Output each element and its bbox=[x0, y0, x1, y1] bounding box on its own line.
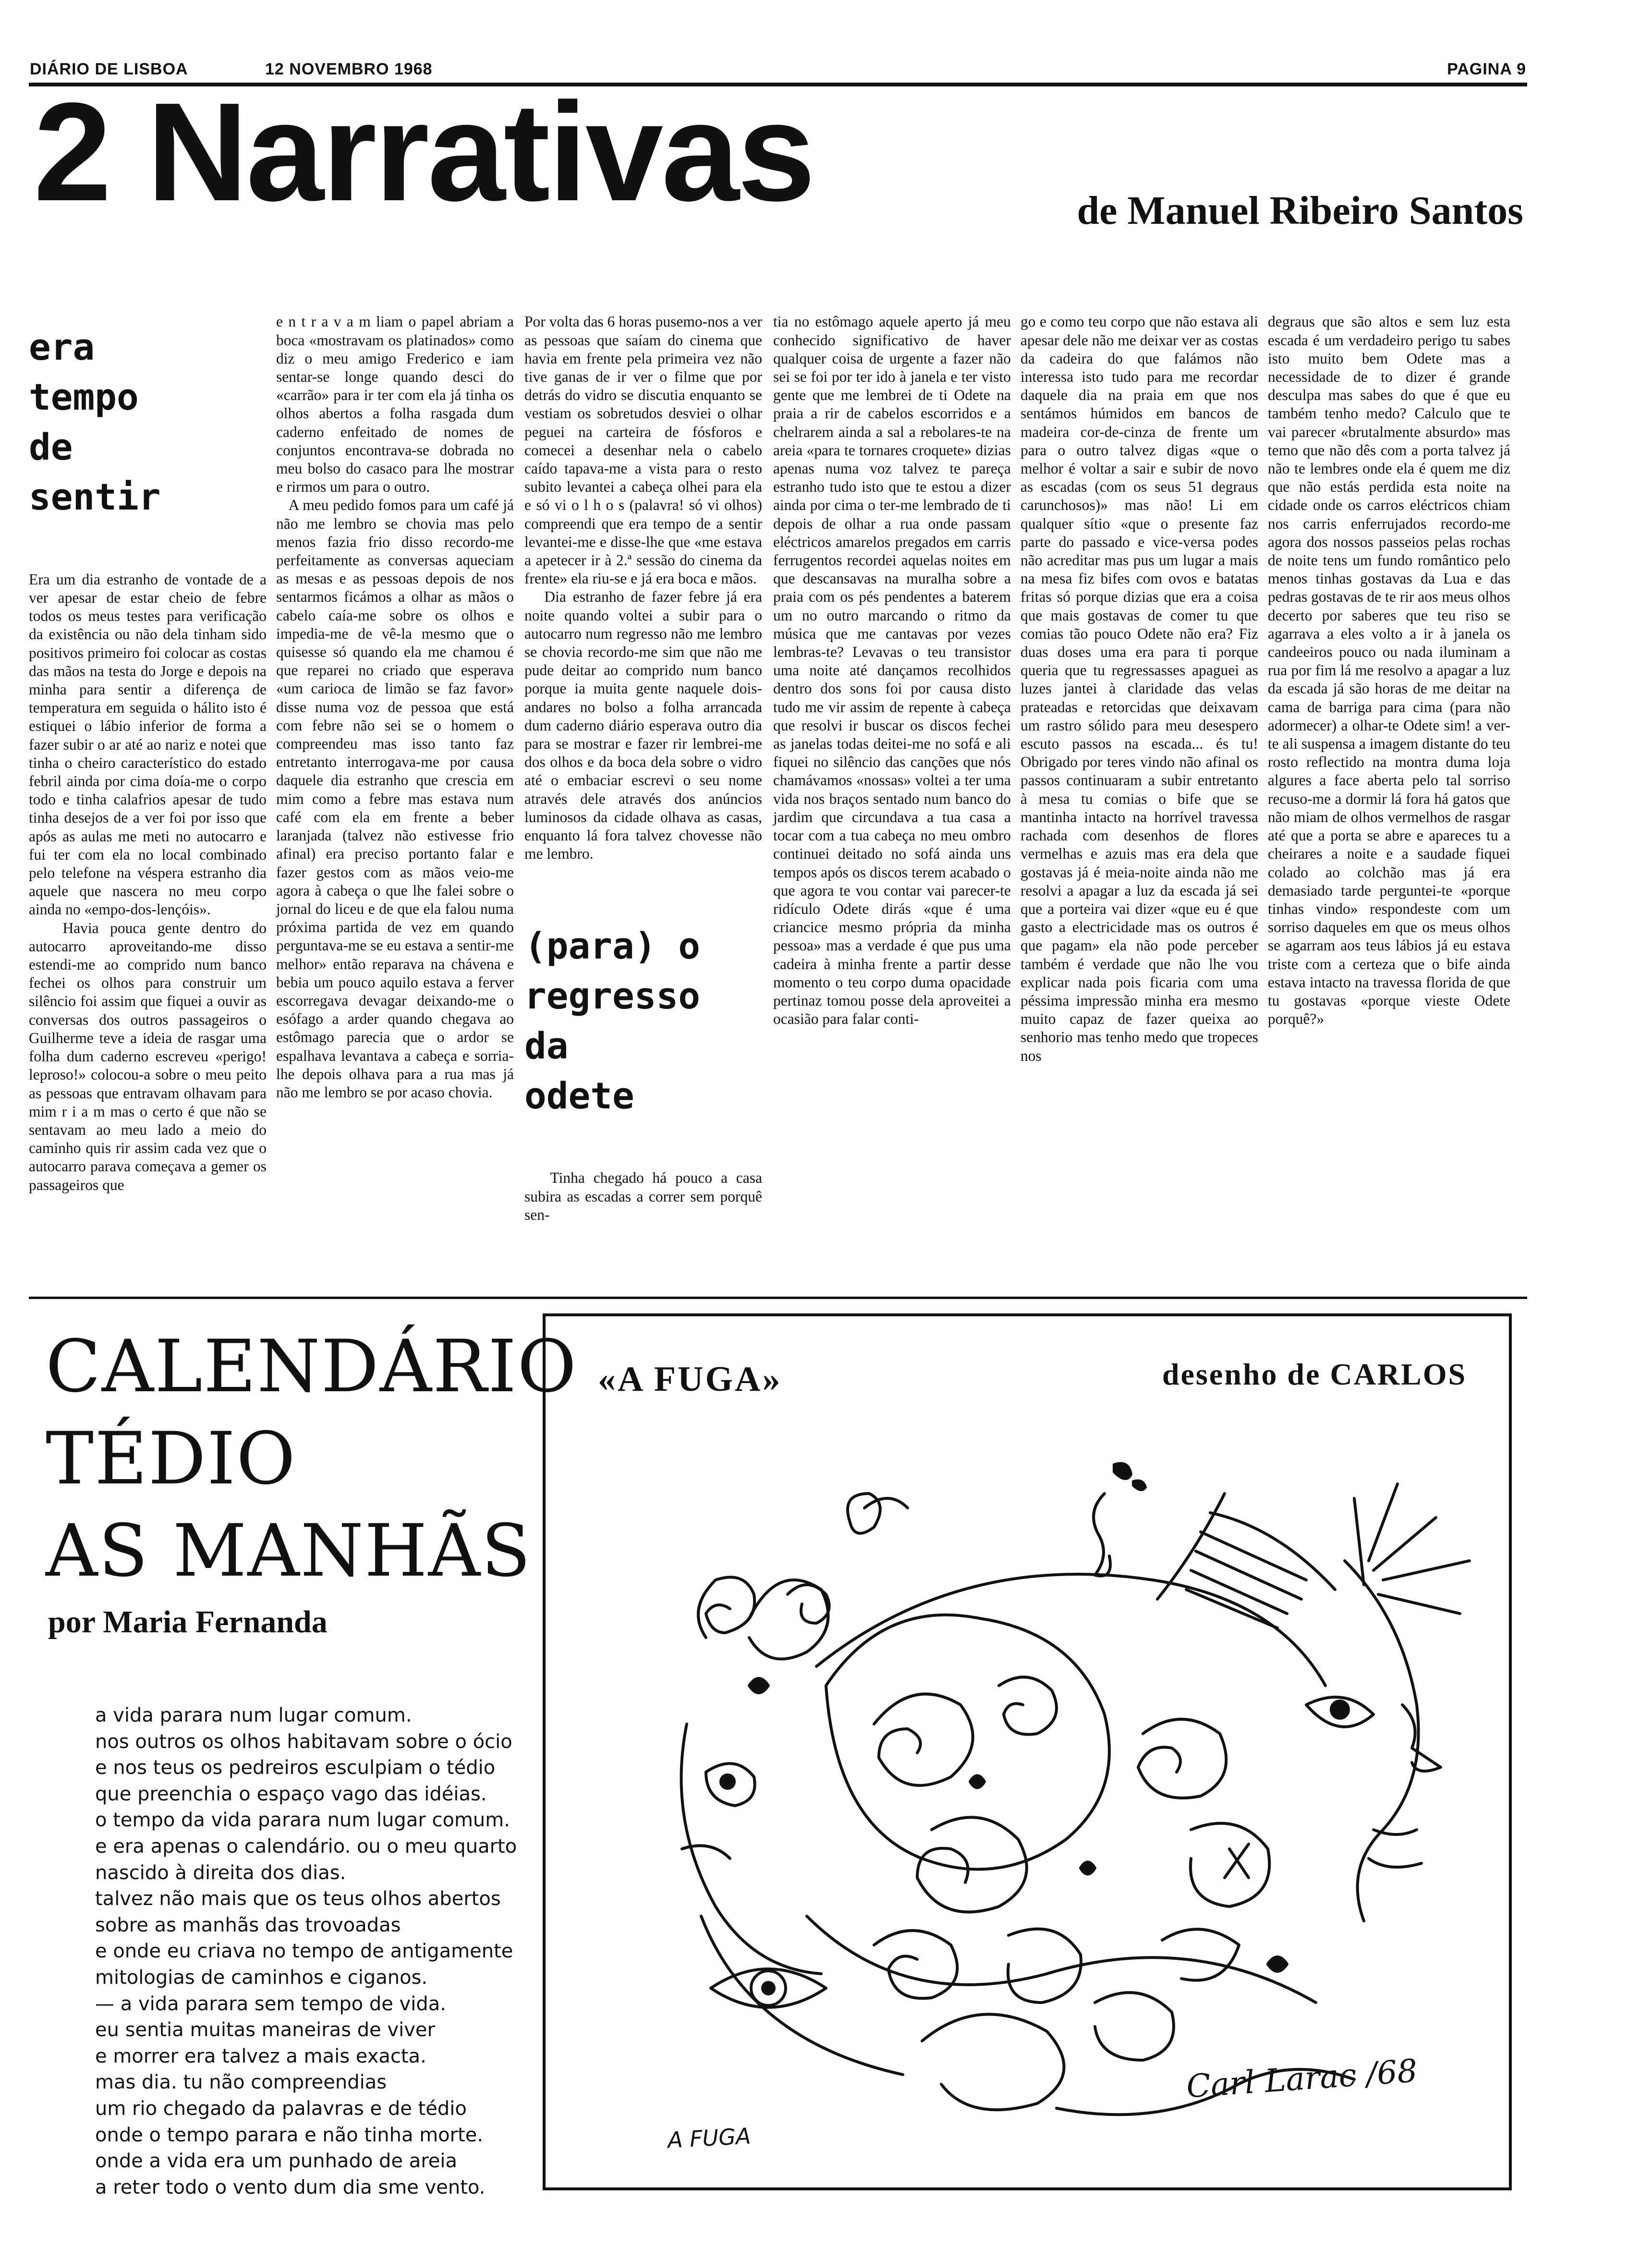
article-column-1 bbox=[29, 276, 267, 1213]
column-text: degraus que são altos e sem luz esta escada é um verdadeiro perigo tu sabes isto muito bem Odete mas a necessidade de to dizer é grande desculpa mas sabes do que é que eu também tenho medo? Calculo que te vai parecer «brutalmente absurdo» mas temo que não dês com a porta talvez já não te lembres onde ela é quem me diz que não estás perdida esta noite na cidade onde os carros eléctricos chiam nos carris enferrujados recordo-me agora dos nossos passeios pelas rochas de noite tens um fundo romântico pelo menos tinhas gostavas da Lua e das pedras gostavas de te rir aos meus olhos decerto por saberes que teu riso se agarrava a eles volto a ir à janela os candeeiros pouco ou nada iluminam a rua por fim lá me resolvo a apagar a luz da escada já são horas de me deitar na cama de barriga para cima (para não adormecer) a olhar-te Odete sim! a ver-te ali suspensa a imagem distante do teu rosto reflectido na montra duma loja algures a face aberta pelo tal sorriso recuso-me a dormir lá fora há gatos que não miam de olhos vermelhos de rasgar até que a porta se abre e apareces tu a cheirares a noite e a saudade fiquei colado ao colchão mas já era demasiado tarde perguntei-te «porque tinhas vindo» respondeste com um sorriso daqueles em que os meus olhos se agarram aos teus lábios já eu estava triste com a certeza que o bife ainda estava intacto na travessa florida de que tu gostavas «porque vieste Odete porquê?» bbox=[1268, 313, 1514, 1028]
poem-line: onde a vida era um punhado de areia bbox=[95, 2150, 458, 2173]
poem-title-line-3: AS MANHÃS bbox=[46, 1509, 532, 1593]
poem-line: e onde eu criava no tempo de antigamente bbox=[95, 1940, 513, 1963]
poem-title-line-2: TÉDIO bbox=[46, 1417, 297, 1501]
poem-line: e morrer era talvez a mais exacta. bbox=[95, 2045, 426, 2067]
poem-title bbox=[46, 1321, 577, 1597]
article-column-2 bbox=[276, 276, 514, 1120]
article-column-5 bbox=[1020, 276, 1262, 1083]
poem-line: o tempo da vida parara num lugar comum. bbox=[95, 1809, 510, 1832]
poem-line: e nos teus os pedreiros esculpiam o tédio bbox=[95, 1757, 496, 1779]
poem-line: nascido à direita dos dias. bbox=[95, 1861, 346, 1884]
illustration-credit: desenho de CARLOS bbox=[1162, 1357, 1467, 1391]
handwritten-caption: A FUGA bbox=[667, 2123, 752, 2153]
poem-line: a reter todo o vento dum dia sme vento. bbox=[95, 2176, 486, 2198]
poem-line: talvez não mais que os teus olhos abertos bbox=[95, 1888, 501, 1910]
article-title: 2 Narrativas bbox=[34, 73, 814, 230]
poem-line: eu sentia muitas maneiras de viver bbox=[95, 2019, 435, 2041]
issue-date: 12 NOVEMBRO 1968 bbox=[265, 60, 433, 78]
newspaper-name: DIÁRIO DE LISBOA bbox=[30, 60, 188, 78]
artist-signature: Carl Larac /68 bbox=[1185, 2052, 1419, 2105]
poem-line: a vida parara num lugar comum. bbox=[95, 1704, 412, 1726]
column-text: e n t r a v a m liam o papel abriam a boca «mostravam os platinados» como diz o meu amigo Frederico e iam sentar-se longe quando desci do «carrão» para ir ter com ela já tinha os olhos abertos a folha rasgada dum caderno enfeitado de nomes de conjuntos encontrava-se dobrada no meu bolso do casaco para lhe mostrar e rirmos um para o outro. A meu pedido fomos para um café já não me lembro se chovia mas pelo menos fazia frio disso recordo-me perfeitamente as conversas aqueciam as mesas e as pessoas depois de nos sentarmos ficámos a olhar as mãos o cabelo caía-me sobre os olhos e impedia-me de vê-la mesmo que o quisesse só quando ela me chamou é que reparei no criado que esperava «um carioca de limão se faz favor» disse numa voz de pessoa que está com febre não sei se o homem o compreendeu mas isso tanto faz entretanto interrogava-me por causa daquele dia estranho que crescia em mim como a febre mas estava num café com ela em frente a beber laranjada (talvez não estivesse frio afinal) era preciso portanto falar e fazer gestos com as mãos veio-me agora à cabeça o que lhe falei sobre o jornal do liceu e de que ela falou numa próxima partida de vez em quando perguntava-me se eu estava a sentir-me melhor» então reparava na chávena e bebia um pouco aquilo estava a ferver escorregava devagar deixando-me o esófago a arder quando chegava ao estômago parecia que o ardor se espalhava levantava a cabeça e sorria-lhe depois olhava para a rua mas já não me lembro se por acaso chovia. bbox=[276, 313, 514, 1101]
poem-byline: por Maria Fernanda bbox=[48, 1604, 328, 1640]
article-column-3 bbox=[524, 276, 766, 1242]
poem-line: — a vida parara sem tempo de vida. bbox=[95, 1992, 446, 2015]
poem-line: sobre as manhãs das trovoadas bbox=[95, 1914, 401, 1936]
illustration-title: «A FUGA» bbox=[598, 1360, 782, 1399]
section-heading-era-tempo: era tempo de sentir bbox=[29, 326, 161, 519]
page-number: PAGINA 9 bbox=[1447, 60, 1526, 78]
poem-line: mitologias de caminhos e ciganos. bbox=[95, 1966, 428, 1989]
article-column-6 bbox=[1268, 276, 1514, 1047]
section-divider bbox=[29, 1297, 1527, 1299]
poem-line: e era apenas o calendário. ou o meu quarto bbox=[95, 1835, 517, 1858]
column-text: Era um dia estranho de vontade de a ver apesar de estar cheio de febre todos os meus testes para verificação da existência ou não dela tinham sido positivos primeiro foi colocar as costas das mãos na testa do Jorge e depois na minha para sentir a diferença de temperatura em seguida o hálito isto é estiquei o lábio inferior de forma a fazer subir o ar até ao nariz e notei que tinha o cheiro característico do estado febril ainda por cima doía-me o corpo todo e tinha calafrios apesar de tudo tinha desejos de a ver foi por isso que após as aulas me meti no autocarro e fui ter com ela no local combinado pelo telefone na véspera estranho dia aquele que nascera no meu corpo ainda no «empo-dos-lençóis». Havia pouca gente dentro do autocarro aproveitando-me disso estendi-me ao comprido num banco fechei os olhos para construir um silêncio foi assim que fiquei a ouvir as conversas dos outros passageiros o Guilherme teve a ideia de rasgar uma folha dum caderno escreveu «perigo! leproso!» colocou-a sobre o meu peito as pessoas que entravam olhavam para mim r i a m mas o certo é que não se sentavam ao meu lado a meio do caminho quis rir assim cada vez que o autocarro parava começava a gemer os passageiros que bbox=[29, 571, 267, 1193]
article-byline: de Manuel Ribeiro Santos bbox=[1077, 188, 1523, 233]
article-column-4 bbox=[773, 276, 1015, 1047]
section-heading-regresso: (para) o regresso da odete bbox=[524, 924, 701, 1117]
column-text: Por volta das 6 horas pusemo-nos a ver as pessoas que saíam do cinema que havia em frente pela primeira vez não tive ganas de ir ver o filme que por detrás do vidro se discutia enquanto se vestiam os sobretudos desviei o olhar peguei na carteira de fósforos e comecei a desenhar nela o cabelo caído tapava-me a vista para o resto subito levantei a cabeça olhei para ela e só vi o l h o s (palavra! só vi olhos) compreendi que era tempo de a sentir levantei-me e disse-lhe que «me estava a apetecer ir à 2.ª sessão do cinema da frente» ela riu-se e já era boca e mãos. Dia estranho de fazer febre já era noite quando voltei a subir para o autocarro num regresso não me lembro se chovia recordo-me sim que não me pude deitar ao comprido num banco porque ia muita gente naquele dois-andares no bolso a folha arrancada dum caderno diário esperava outro dia para se mostrar e fazer rir lembrei-me dos olhos e da boca dela sobre o vidro até o embaciar escrevi o seu nome através dele através dos anúncios luminosos da cidade olhava as casas, enquanto lá fora talvez chovesse não me lembro. bbox=[524, 313, 762, 862]
section-intro-text: Tinha chegado há pouco a casa subira as escadas a correr sem porquê sen- bbox=[524, 1169, 766, 1223]
poem-body bbox=[95, 1702, 517, 2200]
poem-line: nos outros os olhos habitavam sobre o ócio bbox=[95, 1730, 512, 1753]
poem-line: onde o tempo parara e não tinha morte. bbox=[95, 2124, 484, 2146]
poem-line: um rio chegado da palavras e de tédio bbox=[95, 2097, 467, 2120]
poem-line: mas dia. tu não compreendias bbox=[95, 2071, 387, 2094]
column-text: go e como teu corpo que não estava ali apesar dele não me deixar ver as costas da cadeira do que falámos não interessa isto tudo para me recordar daquele dia na praia em que nos sentámos húmidos em bancos de madeira cor-de-cinza de frente um para o outro talvez digas «que o melhor é voltar a sair e subir de novo as escadas (com os seus 51 degraus carunchosos)» mas não! Li em qualquer sítio «que o presente faz parte do passado e vice-versa podes não acreditar mas pus um lugar a mais na mesa fiz bifes com ovos e batatas fritas só porque dizias que era a coisa que mais gostavas de comer tu que comias tão pouco Odete não era? Fiz duas doses uma era para ti porque queria que tu regressasses apaguei as luzes jantei à claridade das velas prateadas e retorcidas que deixavam um rastro sólido para meu desespero escuto passos na escada... és tu! Obrigado por teres vindo não afinal os passos continuaram a subir entretanto à mesa tu comias o bife que se mantinha intacto na horrível travessa rachada com desenhos de flores vermelhas e azuis mas era dela que gostavas já é meia-noite ainda não me resolvi a apagar a luz da escada já sei que a porteira vai dizer «que eu é que gasto a electricidade mas os outros é que pagam» ela não pode perceber também é verdade que não lhe vou explicar nada pois ficaria com uma péssima impressão minha era mesmo muito capaz de fazer queixa ao senhorio mas tenho medo que tropeces nos bbox=[1020, 313, 1262, 1064]
poem-title-line-1: CALENDÁRIO bbox=[46, 1325, 578, 1409]
column-text: tia no estômago aquele aperto já meu conhecido significativo de haver qualquer coisa de urgente a fazer não sei se foi por ter ido à janela e ter visto gente que me lembrei de ti Odete na praia a rir de cabelos escorridos e a chelrarem ainda a sal a rebolares-te na areia «para te tornares croquete» dizias apenas numa voz talvez te pareça estranho tudo isto que te estou a dizer ainda por cima o ter-me lembrado de ti depois de olhar a rua onde passam eléctricos amarelos pregados em carris ferrugentos recordei aquelas noites em que descansavas na muralha sobre a praia com os pés pendentes a baterem um no outro marcando o ritmo da música que me cantavas por vezes lembras-te? Levavas o teu transistor uma noite até dançamos recolhidos dentro dos sons foi por causa disto tudo me vir assim de repente à cabeça que resolvi ir buscar os discos fechei as janelas todas deitei-me no sofá e ali fiquei no silêncio das canções que nós chamávamos «nossas» voltei a ter uma vida nos braços sentado num banco do jardim que circundava a tua casa a tocar com a tua cabeça no meu ombro continuei deitado no sofá ainda uns tempos após os discos terem acabado o que agora te vou contar vai parecer-te ridículo Odete dirás «que é uma criancice mesmo própria da minha pessoa» mas a verdade é que pus uma cadeira à minha frente a partir desse momento o teu corpo duma opacidade pertinaz tomou posse dela aproveitei a ocasião para falar conti- bbox=[773, 313, 1015, 1028]
poem-line: que preenchia o espaço vago das idéias. bbox=[95, 1783, 487, 1805]
